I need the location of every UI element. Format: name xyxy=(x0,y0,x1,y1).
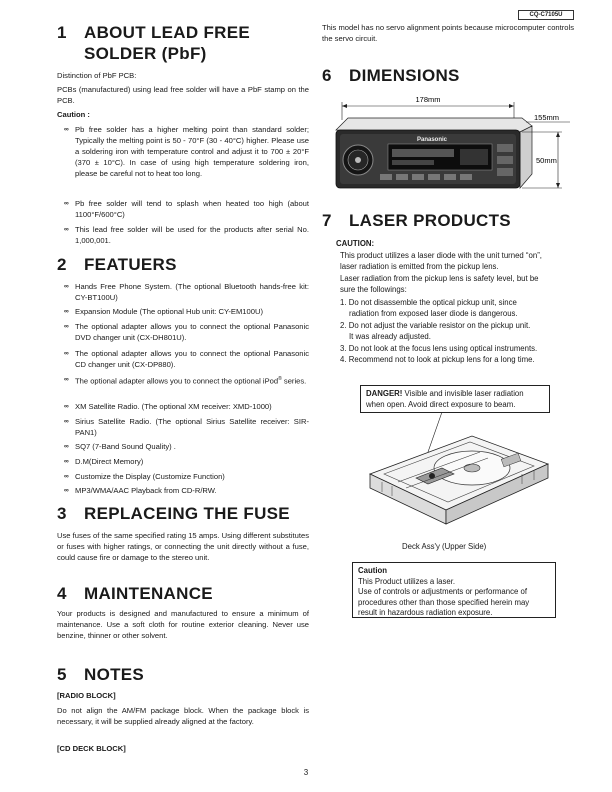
caution-label: Caution : xyxy=(57,110,90,119)
cd-deck-block-label: [CD DECK BLOCK] xyxy=(57,744,126,753)
list-line: Do not look at the focus lens using optical instruments. xyxy=(348,343,538,353)
bullet-icon: ∞ xyxy=(64,487,68,494)
bullet-text: This lead free solder will be used for the products after serial No. 1,000,001. xyxy=(75,225,309,245)
feature-text: Customize the Display (Customize Function) xyxy=(75,472,225,481)
section-title: MAINTENANCE xyxy=(84,584,213,603)
list-item xyxy=(64,416,309,438)
cd-deck-block-text: This model has no servo alignment points because microcomputer controls the servo circuit. xyxy=(322,23,574,43)
laser-intro-line: Laser radiation from the pickup lens is safety level, but be xyxy=(340,273,539,283)
section-number: 2 xyxy=(57,255,67,274)
section-5-heading xyxy=(57,664,144,685)
registered-mark: ® xyxy=(278,376,282,382)
section-title: REPLACEING THE FUSE xyxy=(84,504,290,523)
dimensions-diagram xyxy=(322,92,574,202)
feature-text: D.M(Direct Memory) xyxy=(75,457,144,466)
list-item xyxy=(340,320,578,343)
width-dimension-label: 178mm xyxy=(415,95,441,104)
list-item xyxy=(64,471,309,482)
fuse-text: Use fuses of the same specified rating 15 amps. Using different substitutes or fuses with higher ratings, or connecting the unit directly without a fuse, could cause fire or damage to the stereo unit. xyxy=(57,531,309,562)
section-2-heading xyxy=(57,254,177,275)
bullet-icon: ∞ xyxy=(64,458,68,465)
section-number: 6 xyxy=(322,66,332,85)
list-line: Do not adjust the variable resistor on the pickup unit. xyxy=(348,320,531,330)
depth-dimension-label: 155mm xyxy=(534,113,560,122)
list-item xyxy=(64,401,309,412)
list-number: 1. xyxy=(340,298,347,307)
laser-intro xyxy=(340,250,578,296)
list-item xyxy=(340,343,578,354)
laser-caution-title: CAUTION: xyxy=(336,239,375,248)
bullet-icon: ∞ xyxy=(64,350,68,357)
feature-text: Sirius Satellite Radio. (The optional Sirius Satellite receiver: SIR-PAN1) xyxy=(75,417,309,437)
bullet-icon: ∞ xyxy=(64,323,68,330)
cd-deck-diagram xyxy=(362,412,552,534)
radio-block-label: [RADIO BLOCK] xyxy=(57,691,116,700)
bullet-icon: ∞ xyxy=(64,126,68,133)
caution-box-line: Use of controls or adjustments or performance of xyxy=(358,587,528,596)
ipod-text: iPod xyxy=(262,376,279,386)
danger-text: Visible and invisible laser radiation xyxy=(402,389,524,398)
brand-logo: Panasonic xyxy=(416,137,448,143)
feature-text-part: series. xyxy=(281,376,307,386)
pbf-stamp-text: PCBs (manufactured) using lead free solder will have a PbF stamp on the PCB. xyxy=(57,85,309,105)
bullet-icon: ∞ xyxy=(64,443,68,450)
section-3-heading xyxy=(57,503,290,524)
bullet-icon: ∞ xyxy=(64,473,68,480)
section-1-heading xyxy=(57,22,250,64)
bullet-icon: ∞ xyxy=(64,226,68,233)
section-title: LASER PRODUCTS xyxy=(349,211,511,230)
list-item xyxy=(64,348,309,370)
section-number: 4 xyxy=(57,584,67,603)
caution-box-title: Caution xyxy=(358,566,388,575)
list-item xyxy=(64,456,309,467)
feature-text: The optional adapter allows you to connect the optional Panasonic CD changer unit (CX-DP880). xyxy=(75,349,309,369)
list-item xyxy=(64,441,309,452)
list-line: Do not disassemble the optical pickup unit, since xyxy=(348,298,517,307)
list-line: Recommend not to look at pickup lens for a long time. xyxy=(348,355,535,365)
bullet-text: Pb free solder has a higher melting point than standard solder; Typically the melting point is 50 - 70°F (30 - 40°C) higher. Please use a soldering iron with temperature control and adjust it to 700 ± 20°F (370 ± 10°C). In case of using high temperature soldering iron, please be careful not to heat too long. xyxy=(75,125,309,178)
pbf-distinction: Distinction of PbF PCB: xyxy=(57,71,137,80)
list-item xyxy=(64,281,309,303)
bullet-icon: ∞ xyxy=(64,283,68,290)
list-item xyxy=(340,297,578,320)
section-title-line2: SOLDER (PbF) xyxy=(84,44,207,63)
bullet-icon: ∞ xyxy=(64,200,68,207)
laser-intro-line: This product utilizes a laser diode with the unit turned “on”, xyxy=(340,251,542,260)
bullet-icon: ∞ xyxy=(64,308,68,315)
section-number: 7 xyxy=(322,211,332,230)
feature-text: Expansion Module (The optional Hub unit: CY-EM100U) xyxy=(75,307,263,316)
feature-text: The optional adapter allows you to connect the optional Panasonic DVD changer unit (CX-DH801U). xyxy=(75,322,309,342)
caution-box xyxy=(352,562,556,618)
feature-text-part: The optional adapter allows you to connect the optional xyxy=(75,376,261,386)
radio-block-text: Do not align the AM/FM package block. When the package block is necessary, it will be supplied already aligned at the factory. xyxy=(57,706,309,726)
list-item xyxy=(64,485,309,496)
height-dimension-label: 50mm xyxy=(536,156,557,165)
laser-intro-line: sure the followings: xyxy=(340,285,407,295)
bullet-icon: ∞ xyxy=(64,376,68,383)
caution-box-line: result in hazardous radiation exposure. xyxy=(358,608,493,617)
list-item xyxy=(64,198,309,220)
list-number: 4. xyxy=(340,355,347,365)
bullet-icon: ∞ xyxy=(64,403,68,410)
danger-text: when open. Avoid direct exposure to beam. xyxy=(366,399,516,409)
section-title: NOTES xyxy=(84,665,145,684)
list-line: It was already adjusted. xyxy=(349,332,431,342)
section-number: 3 xyxy=(57,504,67,523)
danger-warning-box xyxy=(360,385,550,413)
list-item xyxy=(64,224,309,246)
laser-intro-line: laser radiation is emitted from the pickup lens. xyxy=(340,262,499,272)
danger-label: DANGER! xyxy=(366,389,403,398)
list-item xyxy=(340,354,578,365)
list-item xyxy=(64,306,309,317)
feature-text: SQ7 (7-Band Sound Quality) . xyxy=(75,442,176,451)
section-number: 5 xyxy=(57,665,67,684)
laser-precautions-list xyxy=(340,297,578,365)
list-item xyxy=(64,374,309,387)
caution-box-line: This Product utilizes a laser. xyxy=(358,576,456,586)
feature-text xyxy=(64,374,309,387)
section-number: 1 xyxy=(57,23,67,42)
feature-text: Hands Free Phone System. (The optional Bluetooth hands-free kit: CY-BT100U) xyxy=(75,282,309,302)
bullet-icon: ∞ xyxy=(64,418,68,425)
list-item xyxy=(64,321,309,343)
section-title-line1: ABOUT LEAD FREE xyxy=(84,23,250,42)
section-title: DIMENSIONS xyxy=(349,66,460,85)
page-number: 3 xyxy=(303,768,309,777)
section-4-heading xyxy=(57,583,213,604)
section-6-heading xyxy=(322,65,460,86)
feature-text: MP3/WMA/AAC Playback from CD-R/RW. xyxy=(75,486,217,495)
caution-box-line: procedures other than those specified herein may xyxy=(358,597,530,607)
section-7-heading xyxy=(322,210,511,231)
list-line: radiation from exposed laser diode is dangerous. xyxy=(349,309,518,319)
feature-text: XM Satellite Radio. (The optional XM receiver: XMD-1000) xyxy=(75,402,272,411)
list-number: 3. xyxy=(340,343,347,353)
bullet-text: Pb free solder will tend to splash when heated too high (about 1100°F/600°C) xyxy=(75,199,309,219)
model-number-tag: CQ-C7105U xyxy=(518,10,574,20)
maintenance-text: Your products is designed and manufactured to ensure a minimum of maintenance. Use a soft cloth for routine exterior cleaning. Never use benzine, thinner or other solvent. xyxy=(57,609,309,640)
deck-caption: Deck Ass'y (Upper Side) xyxy=(402,542,487,551)
list-number: 2. xyxy=(340,320,347,330)
list-item xyxy=(64,124,309,179)
section-title: FEATUERS xyxy=(84,255,177,274)
